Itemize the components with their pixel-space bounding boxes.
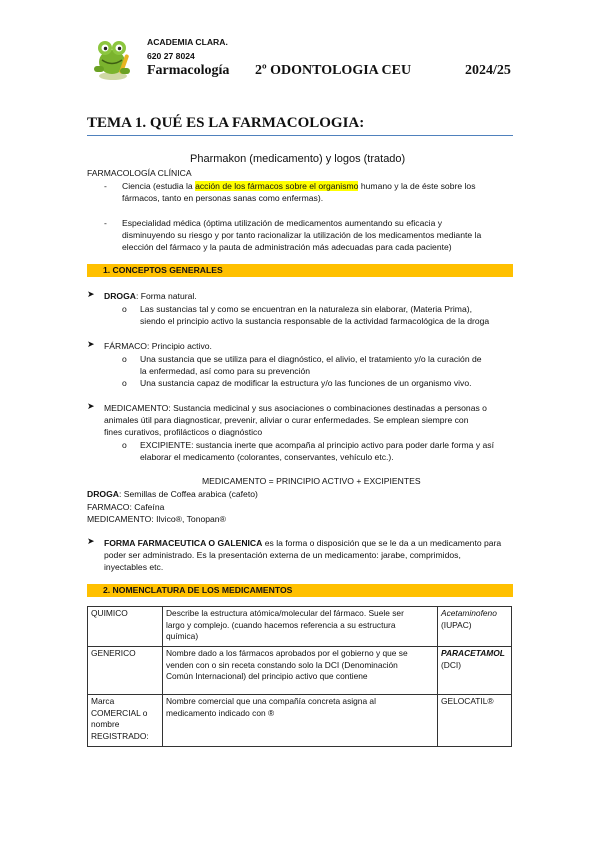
clinical-b1-line2: fármacos, tanto en personas sanas como enfermas). [122,193,324,204]
droga-definition [104,290,197,302]
academy-name: ACADEMIA CLARA. [147,37,228,47]
excipiente-l1: : sustancia inerte que acompaña al principio activo para poder darle forma y así [191,440,494,450]
farmaco-definition [104,340,212,352]
droga-label: DROGA [104,291,136,301]
row-generico-name: GENERICO [91,648,136,658]
arrow-bullet-icon: ➤ [87,289,95,299]
excipiente-label: EXCIPIENTE [140,440,192,450]
clinical-bullet-1 [122,180,522,204]
section-1-heading [87,264,513,277]
clinical-b1-highlight: acción de los fármacos sobre el organismo [195,181,359,191]
example-medicamento [87,513,226,525]
row-generico-desc3: Común Internacional) del principio activo que contiene [166,671,368,681]
table-cell-example [438,647,512,695]
clinical-bullet-2 [122,217,522,254]
farmaco-s1-l1: Una sustancia que se utiliza para el diagnóstico, el alivio, el tratamiento y/o la curación de [140,354,482,364]
example-farmaco-value: : Cafeína [129,502,165,512]
table-cell-example [438,607,512,647]
etymology: Pharmakon (medicamento) y logos (tratado) [190,153,406,165]
medicamento-definition [104,402,514,439]
row-marca-name1: Marca [91,696,115,706]
medicamento-label: MEDICAMENTO [104,403,169,413]
circle-bullet-icon: o [122,440,127,450]
galenica-label: FORMA FARMACEUTICA O GALENICA [104,538,263,548]
droga-detail [140,303,520,327]
formula: MEDICAMENTO = PRINCIPIO ACTIVO + EXCIPIENTES [202,476,421,486]
table-row [88,607,512,647]
header-course: 2º ODONTOLOGIA CEU [255,63,412,78]
galenica-l2: poder ser administrado. Es la presentación externa de un medicamento: jarabe, comprimidos, [104,550,461,561]
page-title: TEMA 1. QUÉ ES LA FARMACOLOGIA: [87,115,365,131]
table-row [88,695,512,747]
row-quimico-desc3: química) [166,631,199,641]
arrow-bullet-icon: ➤ [87,401,95,411]
medicamento-l3: fines curativos, profilácticos o diagnóstico [104,427,263,438]
galenica-definition [104,537,514,574]
droga-l2: siendo el principio activo la sustancia responsable de la actividad farmacológica de la droga [140,316,490,327]
example-med-value: : Ilvico®, Tonopan® [151,514,226,524]
circle-bullet-icon: o [122,354,127,364]
clinical-b2-line3: elección del fármaco y la pauta de administración más adecuadas para cada paciente) [122,242,452,253]
row-marca-name4: REGISTRADO: [91,730,149,741]
medicamento-l1: : Sustancia medicinal y sus asociaciones o combinaciones destinadas a personas o [168,403,487,413]
academy-phone: 620 27 8024 [147,51,195,61]
row-marca-name3: nombre [91,719,120,729]
clinical-heading: FARMACOLOGÍA CLÍNICA [87,168,192,178]
row-marca-name2: COMERCIAL o [91,707,148,718]
section-1-label: 1. CONCEPTOS GENERALES [103,265,223,275]
circle-bullet-icon: o [122,378,127,388]
row-marca-example: GELOCATIL® [441,696,494,706]
example-med-label: MEDICAMENTO [87,514,152,524]
droga-rest: : Forma natural. [136,291,197,301]
clinical-bullet-dash-2: - [104,218,107,228]
farmaco-sub-1 [140,353,520,377]
section-2-label: 2. NOMENCLATURA DE LOS MEDICAMENTOS [103,585,293,595]
header-year: 2024/25 [465,63,511,78]
clinical-b1-post: humano y la de éste sobre los [358,181,476,191]
academy-logo [88,36,138,82]
row-generico-example-note: (DCI) [441,659,462,670]
table-cell-desc [163,607,438,647]
clinical-bullet-dash-1: - [104,181,107,191]
section-2-heading [87,584,513,597]
excipiente-l2: elaborar el medicamento (colorantes, conservantes, vehículo etc.). [140,452,394,463]
excipiente-definition [140,439,520,463]
frog-mascot-icon [88,36,138,82]
row-generico-desc1: Nombre dado a los fármacos aprobados por el gobierno y que se [166,648,408,658]
row-quimico-desc1: Describe la estructura atómica/molecular del fármaco. Suele ser [166,608,404,618]
circle-bullet-icon: o [122,304,127,314]
row-quimico-example-note: (IUPAC) [441,619,472,630]
row-quimico-example: Acetaminofeno [441,608,497,618]
title-underline [87,135,513,136]
example-farmaco-label: FARMACO [87,502,130,512]
table-cell-name [88,607,163,647]
galenica-l3: inyectables etc. [104,562,164,573]
farmaco-label: FÁRMACO [104,341,147,351]
row-quimico-desc2: largo y complejo. (cuando hacemos referencia a su estructura [166,619,396,630]
table-row [88,647,512,695]
clinical-b2-line2: disminuyendo su riesgo y por tanto racionalizar la utilización de los medicamentos mediante la [122,230,482,241]
table-cell-desc [163,647,438,695]
example-droga-label: DROGA [87,489,119,499]
medicamento-l2: animales útil para diagnosticar, prevenir, aliviar o curar enfermedades. Se emplean siempre con [104,415,469,426]
arrow-bullet-icon: ➤ [87,536,95,546]
header-subject: Farmacología [147,63,230,78]
row-marca-desc1: Nombre comercial que una compañía concreta asigna al [166,696,376,706]
nomenclature-table [87,606,512,747]
clinical-b2-line1: Especialidad médica (óptima utilización de medicamentos aumentando su eficacia y [122,218,443,228]
arrow-bullet-icon: ➤ [87,339,95,349]
example-farmaco [87,501,164,513]
row-marca-desc2: medicamento indicado con ® [166,707,275,718]
row-quimico-name: QUIMICO [91,608,128,618]
farmaco-rest: : Principio activo. [146,341,212,351]
droga-l1: Las sustancias tal y como se encuentran en la naturaleza sin elaborar, (Materia Prima), [140,304,472,314]
row-generico-example: PARACETAMOL [441,648,505,658]
table-cell-name [88,647,163,695]
table-cell-example [438,695,512,747]
farmaco-sub-2: Una sustancia capaz de modificar la estructura y/o las funciones de un organismo vivo. [140,378,472,388]
galenica-l1: es la forma o disposición que se le da a un medicamento para [262,538,502,548]
table-cell-name [88,695,163,747]
table-cell-desc [163,695,438,747]
farmaco-s1-l2: la enfermedad, así como para su prevención [140,366,311,377]
example-droga [87,488,258,500]
clinical-b1-pre: Ciencia (estudia la [122,181,196,191]
row-generico-desc2: venden con o sin receta constando solo la DCI (Denominación [166,659,398,670]
example-droga-value: : Semillas de Coffea arabica (cafeto) [119,489,258,499]
